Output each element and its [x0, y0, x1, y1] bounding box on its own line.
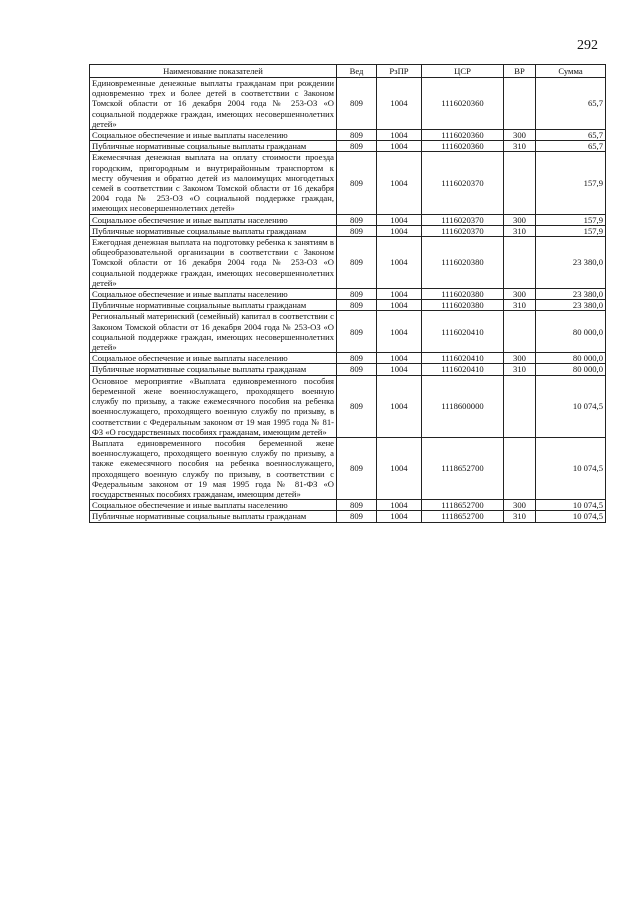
table-row [90, 500, 606, 511]
cell-csr: 1118652700 [422, 511, 504, 522]
cell-rzpr: 1004 [377, 511, 422, 522]
table-row [90, 141, 606, 152]
cell-ved: 809 [337, 375, 377, 437]
cell-rzpr: 1004 [377, 500, 422, 511]
cell-vr: 310 [504, 300, 536, 311]
cell-ved: 809 [337, 289, 377, 300]
cell-csr: 1116020410 [422, 311, 504, 353]
cell-sum: 80 000,0 [536, 353, 606, 364]
cell-rzpr: 1004 [377, 437, 422, 499]
cell-name: Основное мероприятие «Выплата единовременного пособия беременной жене военнослужащего, проходящего военную службу по призыву, а также ежемесячного пособия на ребенка военнослужащего, проходящего военную службу по призыву, в соответствии с Федеральным законом от 19 мая 1995 года № 81-ФЗ «О государственных пособиях гражданам, имеющим детей» [90, 375, 337, 437]
cell-sum: 10 074,5 [536, 500, 606, 511]
cell-vr: 310 [504, 364, 536, 375]
cell-name: Единовременные денежные выплаты гражданам при рождении одновременно трех и более детей в соответствии с Законом Томской области от 16 декабря 2004 года № 253-ОЗ «О социальной поддержке граждан, имеющих несовершеннолетних детей» [90, 78, 337, 130]
cell-rzpr: 1004 [377, 289, 422, 300]
table-row [90, 437, 606, 499]
cell-rzpr: 1004 [377, 141, 422, 152]
cell-name: Ежегодная денежная выплата на подготовку ребенка к занятиям в общеобразовательной организации в соответствии с Законом Томской области от 16 декабря 2004 года № 253-ОЗ «О социальной поддержке граждан, имеющих несовершеннолетних детей» [90, 237, 337, 289]
cell-ved: 809 [337, 300, 377, 311]
cell-ved: 809 [337, 500, 377, 511]
cell-name: Ежемесячная денежная выплата на оплату стоимости проезда городским, пригородным и внутрирайонным транспортом к месту обучения и обратно детей из малоимущих многодетных семей в соответствии с Законом Томской области от 16 декабря 2004 года № 253-ОЗ «О социальной поддержке граждан, имеющих несовершеннолетних детей» [90, 152, 337, 214]
cell-ved: 809 [337, 141, 377, 152]
table-row [90, 364, 606, 375]
table-row [90, 152, 606, 214]
budget-table [89, 64, 606, 523]
cell-vr: 300 [504, 214, 536, 225]
cell-vr [504, 237, 536, 289]
header-sum: Сумма [536, 65, 606, 78]
cell-rzpr: 1004 [377, 237, 422, 289]
cell-ved: 809 [337, 511, 377, 522]
cell-rzpr: 1004 [377, 130, 422, 141]
cell-vr [504, 311, 536, 353]
page-number: 292 [577, 38, 598, 53]
cell-sum: 157,9 [536, 225, 606, 236]
cell-sum: 157,9 [536, 214, 606, 225]
cell-ved: 809 [337, 214, 377, 225]
header-row [90, 65, 606, 78]
cell-name: Выплата единовременного пособия беременной жене военнослужащего, проходящего военную службу по призыву, а также ежемесячного пособия на ребенка военнослужащего, проходящего военную службу по призыву, в соответствии с Федеральным законом от 19 мая 1995 года № 81-ФЗ «О государственных пособиях гражданам, имеющим детей» [90, 437, 337, 499]
table-row [90, 289, 606, 300]
cell-csr: 1116020370 [422, 214, 504, 225]
cell-vr: 310 [504, 225, 536, 236]
cell-csr: 1116020380 [422, 237, 504, 289]
cell-csr: 1116020410 [422, 353, 504, 364]
table-row [90, 225, 606, 236]
header-name: Наименование показателей [90, 65, 337, 78]
header-rzpr: РзПР [377, 65, 422, 78]
cell-csr: 1116020380 [422, 289, 504, 300]
cell-sum: 23 380,0 [536, 289, 606, 300]
cell-vr [504, 78, 536, 130]
header-ved: Вед [337, 65, 377, 78]
cell-sum: 80 000,0 [536, 364, 606, 375]
table-row [90, 311, 606, 353]
cell-rzpr: 1004 [377, 353, 422, 364]
table-row [90, 300, 606, 311]
cell-vr [504, 152, 536, 214]
cell-rzpr: 1004 [377, 78, 422, 130]
cell-csr: 1116020360 [422, 78, 504, 130]
cell-vr: 300 [504, 289, 536, 300]
cell-sum: 80 000,0 [536, 311, 606, 353]
cell-sum: 23 380,0 [536, 237, 606, 289]
table-header [90, 65, 606, 78]
cell-vr [504, 437, 536, 499]
cell-ved: 809 [337, 311, 377, 353]
table-row [90, 353, 606, 364]
header-csr: ЦСР [422, 65, 504, 78]
cell-csr: 1116020360 [422, 130, 504, 141]
cell-csr: 1116020380 [422, 300, 504, 311]
cell-rzpr: 1004 [377, 152, 422, 214]
table-row [90, 130, 606, 141]
cell-sum: 65,7 [536, 130, 606, 141]
cell-vr: 300 [504, 130, 536, 141]
cell-csr: 1118652700 [422, 437, 504, 499]
table-row [90, 78, 606, 130]
cell-name: Публичные нормативные социальные выплаты гражданам [90, 225, 337, 236]
cell-name: Социальное обеспечение и иные выплаты населению [90, 289, 337, 300]
cell-vr: 310 [504, 141, 536, 152]
cell-ved: 809 [337, 364, 377, 375]
cell-ved: 809 [337, 78, 377, 130]
cell-rzpr: 1004 [377, 225, 422, 236]
cell-rzpr: 1004 [377, 311, 422, 353]
cell-vr [504, 375, 536, 437]
cell-vr: 300 [504, 353, 536, 364]
cell-ved: 809 [337, 237, 377, 289]
table-row [90, 214, 606, 225]
cell-csr: 1116020370 [422, 225, 504, 236]
cell-name: Социальное обеспечение и иные выплаты населению [90, 214, 337, 225]
cell-name: Публичные нормативные социальные выплаты гражданам [90, 300, 337, 311]
cell-rzpr: 1004 [377, 375, 422, 437]
cell-rzpr: 1004 [377, 300, 422, 311]
cell-csr: 1116020370 [422, 152, 504, 214]
cell-name: Социальное обеспечение и иные выплаты населению [90, 130, 337, 141]
table-body [90, 78, 606, 523]
cell-vr: 310 [504, 511, 536, 522]
cell-sum: 23 380,0 [536, 300, 606, 311]
cell-sum: 157,9 [536, 152, 606, 214]
table-row [90, 375, 606, 437]
cell-vr: 300 [504, 500, 536, 511]
cell-name: Региональный материнский (семейный) капитал в соответствии с Законом Томской области от 16 декабря 2004 года № 253-ОЗ «О социальной поддержке граждан, имеющих несовершеннолетних детей» [90, 311, 337, 353]
cell-sum: 10 074,5 [536, 511, 606, 522]
cell-rzpr: 1004 [377, 214, 422, 225]
cell-sum: 10 074,5 [536, 375, 606, 437]
cell-name: Публичные нормативные социальные выплаты гражданам [90, 364, 337, 375]
cell-rzpr: 1004 [377, 364, 422, 375]
cell-ved: 809 [337, 225, 377, 236]
cell-csr: 1118600000 [422, 375, 504, 437]
table-row [90, 511, 606, 522]
header-vr: ВР [504, 65, 536, 78]
table-row [90, 237, 606, 289]
cell-ved: 809 [337, 437, 377, 499]
cell-name: Социальное обеспечение и иные выплаты населению [90, 500, 337, 511]
cell-ved: 809 [337, 353, 377, 364]
cell-name: Социальное обеспечение и иные выплаты населению [90, 353, 337, 364]
cell-sum: 10 074,5 [536, 437, 606, 499]
cell-name: Публичные нормативные социальные выплаты гражданам [90, 511, 337, 522]
cell-ved: 809 [337, 130, 377, 141]
cell-ved: 809 [337, 152, 377, 214]
cell-sum: 65,7 [536, 141, 606, 152]
cell-sum: 65,7 [536, 78, 606, 130]
cell-csr: 1118652700 [422, 500, 504, 511]
cell-name: Публичные нормативные социальные выплаты гражданам [90, 141, 337, 152]
cell-csr: 1116020410 [422, 364, 504, 375]
cell-csr: 1116020360 [422, 141, 504, 152]
